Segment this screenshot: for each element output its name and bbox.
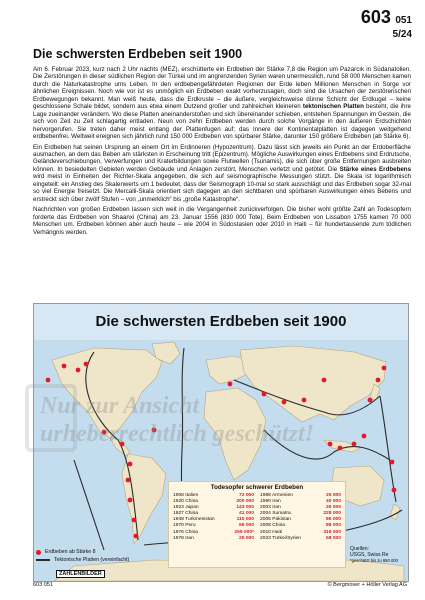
victims-year: 2003 bbox=[260, 505, 271, 511]
asia-shape bbox=[240, 346, 386, 422]
quake-marker bbox=[376, 378, 381, 383]
victims-row bbox=[173, 536, 254, 542]
quake-marker bbox=[392, 488, 397, 493]
victims-count: 200 000 bbox=[236, 499, 254, 505]
doc-number-suffix: 051 bbox=[395, 15, 412, 26]
map-sources bbox=[350, 546, 398, 564]
doc-number-sub: 5/24 bbox=[392, 29, 412, 40]
victims-year: 2008 bbox=[260, 523, 271, 529]
quake-marker bbox=[328, 442, 333, 447]
victims-count: 66 000 bbox=[239, 523, 254, 529]
victims-year: 2023 bbox=[260, 535, 271, 541]
sources-label: Quellen: bbox=[350, 546, 369, 552]
legend-row-quakes bbox=[36, 548, 129, 556]
quake-marker bbox=[128, 498, 133, 503]
legend-plates-label: Tektonische Platten (vereinfacht) bbox=[54, 557, 130, 563]
page-title: Die schwersten Erdbeben seit 1900 bbox=[33, 47, 243, 61]
victims-count: 25 000 bbox=[326, 493, 341, 498]
legend-quakes-label: Erdbeben ab Stärke 8 bbox=[45, 549, 96, 555]
quake-marker bbox=[76, 368, 81, 373]
victims-count: 88 000 bbox=[326, 523, 341, 529]
victims-place: China bbox=[185, 499, 199, 505]
victims-year: 1920 bbox=[173, 499, 184, 505]
victims-year: 1923 bbox=[173, 505, 184, 511]
quake-marker bbox=[302, 398, 307, 403]
victims-table-title: Todesopfer schwerer Erdbeben bbox=[210, 484, 304, 491]
victims-year-place bbox=[173, 536, 194, 542]
victims-count: 86 000 bbox=[326, 517, 341, 523]
quake-marker bbox=[128, 462, 133, 467]
victims-count: 58 000 bbox=[326, 535, 341, 541]
victims-year: 1976 bbox=[173, 529, 184, 535]
victims-column-right bbox=[260, 493, 341, 542]
victims-count: 41 000 bbox=[239, 511, 254, 517]
victims-place: China bbox=[185, 529, 199, 535]
article-body bbox=[33, 66, 411, 239]
victims-place: Sumatra bbox=[272, 511, 291, 517]
quake-marker bbox=[228, 382, 233, 387]
victims-year: 1908 bbox=[173, 493, 184, 498]
victims-place: China bbox=[185, 511, 199, 517]
quake-marker bbox=[132, 518, 137, 523]
brand-label: ZAHLENBILDER bbox=[56, 570, 105, 578]
central-america-shape bbox=[110, 438, 130, 456]
victims-count: 255 000* bbox=[234, 529, 254, 535]
africa-shape bbox=[204, 388, 266, 480]
quake-marker bbox=[282, 400, 287, 405]
sources-text: USGS, Swiss Re bbox=[350, 552, 389, 558]
victims-place: Iran bbox=[272, 505, 281, 511]
quake-marker bbox=[134, 534, 139, 539]
watermark-line-1: Nur zur Ansicht bbox=[40, 393, 200, 419]
victims-count: 72 000 bbox=[239, 493, 254, 498]
legend-quake-dot bbox=[36, 550, 41, 555]
victims-year: 1990 bbox=[260, 499, 271, 505]
victims-row bbox=[260, 536, 341, 542]
victims-year: 1970 bbox=[173, 523, 184, 529]
victims-count: 316 000 bbox=[323, 529, 341, 535]
victims-place: Iran bbox=[185, 535, 194, 541]
map-title: Die schwersten Erdbeben seit 1900 bbox=[95, 313, 347, 330]
victims-count: 228 000 bbox=[323, 511, 341, 517]
victims-place: Peru bbox=[185, 523, 196, 529]
paragraph-1: Am 6. Februar 2023, kurz nach 2 Uhr nachts (MEZ), erschütterte ein Erdbeben der Stärke 7,8 die Region um Pazarcık in Südanatolien. Die Zerstörungen in dieser südlichen Region der Türkei und im angrenzenden Syrien waren unermesslich, rund 58 000 Menschen kamen durch die Naturkatastrophe ums Leben. In den erdbebengefährdeten Regionen der Erde leben Millionen Menschen in Sorge vor ähnlichen Ereignissen. Noch wie vor ist es unmöglich ein Erdbeben exakt vorherzusagen, doch sind die Ursachen der zerstörerischen Erdbewegungen bekannt. Man weiß heute, dass die Erdkruste – die äußere, vergleichsweise dünne Schicht der Erdkugel – keine geschlossene Schale bildet, sondern aus etwa einem Dutzend großer und zahlreichen kleineren tektonischen Platten besteht, die ihre Lage zueinander verändern. Wo diese Platten aneinanderstoßen und sich übereinander schieben, entstehen Spannungen im Gestein, die sich von Zeit zu Zeit schlagartig entladen. Neun von zehn Erdbeben werden durch solche Vorgänge in den äußeren Erdschichten hervorgerufen. Sie treten daher meist entlang der Plattenfugen auf; das Innere der Kontinentalplatten ist dagegen weitgehend erdbebenfrei. Weltweit ereignen sich jährlich rund 150 000 Erdbeben von spürbarer Stärke, darunter 150 größere Erdbeben (ab Stärke 6). bbox=[33, 66, 411, 141]
victims-year: 1948 bbox=[173, 517, 184, 523]
quake-marker bbox=[152, 428, 157, 433]
quake-marker bbox=[362, 434, 367, 439]
footer-doc-id: 603 051 bbox=[33, 582, 53, 588]
victims-place: Iran bbox=[272, 499, 281, 505]
quake-marker bbox=[126, 478, 131, 483]
legend-row-plates bbox=[36, 556, 129, 564]
map-legend bbox=[36, 548, 129, 564]
quake-marker bbox=[368, 398, 373, 403]
paragraph-2: Ein Erdbeben hat seinen Ursprung an einem Ort im Erdinneren (Hypozentrum). Dazu lässt sich jeweils ein Punkt an der Erdoberfläche ausmachen, an dem das Beben am stärksten in Erscheinung tritt (Epizentrum). Mögliche Auswirkungen eines Erdbebens sind Erdrutsche, Geländeverschiebungen, Verwerfungen und Kraterbildungen sowie Flutwellen (Tsunamis), die sich über große Entfernungen ausbreiten können. In besiedelten Gebieten werden Gebäude und Anlagen zerstört, Menschen verletzt und getötet. Die Stärke eines Erdbebens wird meist in Einheiten der Richter-Skala angegeben, die sich auf seismographische Messungen stützt. Die Skala ist logarithmisch eingeteilt: ein Anstieg des Skalenwerts um 1 bedeutet, dass der Seismograph 10-mal so stark ausschlägt und das Erdbeben sogar 32-mal so viel Energie freisetzt. Die Mercalli-Skala orientiert sich dagegen an den sichtbaren und spürbaren Auswirkungen eines Bebens und erstreckt sich über zwölf Stufen – von „unmerklich“ bis „große Katastrophe“. bbox=[33, 143, 412, 203]
victims-count: 26 000 bbox=[326, 505, 341, 511]
quake-marker bbox=[62, 364, 67, 369]
victims-place: Haiti bbox=[272, 529, 283, 535]
victims-place: Armenien bbox=[271, 493, 293, 498]
victims-year: 1927 bbox=[173, 511, 184, 517]
plate-boundary-east-pacific bbox=[74, 460, 104, 550]
victims-place: Pakistan bbox=[272, 517, 292, 523]
victims-year: 2010 bbox=[260, 529, 271, 535]
quake-marker bbox=[120, 442, 125, 447]
quake-marker bbox=[382, 366, 387, 371]
victims-place: Japan bbox=[185, 505, 199, 511]
quake-marker bbox=[322, 378, 327, 383]
quake-marker bbox=[102, 430, 107, 435]
paragraph-3: Nachrichten von großen Erdbeben lassen sich weit in die Vergangenheit zurückverfolgen. Die bisher wohl größte Zahl an Todesopfern forderte das Erdbeben von Shaanxi (China) am 23. Januar 1556 (830 000 Tote). Beim Erdbeben von Lissabon 1755 kamen 70 000 Menschen um. Erdbeben können aber auch heute – wie 2004 in Südostasien oder 2010 in Haiti – für hundertausende zum tödlichen Verhängnis werden. bbox=[33, 206, 411, 236]
quake-marker bbox=[352, 442, 357, 447]
victims-year: 2005 bbox=[260, 517, 271, 523]
victims-count: 143 000 bbox=[236, 505, 254, 511]
victims-table bbox=[168, 481, 346, 568]
watermark-logo bbox=[25, 384, 77, 452]
victims-year-place bbox=[260, 536, 301, 542]
quake-marker bbox=[390, 460, 395, 465]
document-number bbox=[361, 8, 412, 40]
quake-marker bbox=[84, 362, 89, 367]
victims-place: Turkmenistan bbox=[185, 517, 215, 523]
doc-number-main: 603 bbox=[360, 7, 391, 27]
plate-boundary-indian bbox=[264, 430, 390, 460]
victims-count: 40 000 bbox=[326, 499, 341, 505]
quake-marker bbox=[46, 378, 51, 383]
victims-count: 25 000 bbox=[239, 535, 254, 541]
quake-marker bbox=[338, 446, 343, 451]
footer-copyright: © Bergmoser + Höller Verlag AG bbox=[327, 582, 407, 588]
victims-place: Türkei/Syrien bbox=[272, 535, 301, 541]
victims-place: Italien bbox=[185, 493, 199, 498]
victims-year: 1988 bbox=[260, 493, 271, 498]
watermark-line-2: urheberrechtlich geschützt! bbox=[40, 421, 315, 447]
victims-year: 2004 bbox=[260, 511, 271, 517]
victims-place: China bbox=[272, 523, 286, 529]
victims-column-left bbox=[173, 493, 254, 542]
quake-marker bbox=[262, 392, 267, 397]
victims-year: 1978 bbox=[173, 535, 184, 541]
sources-footnote: *geschätzt bis zu 650 000 bbox=[350, 558, 398, 563]
victims-count: 110 000 bbox=[236, 517, 254, 523]
legend-plate-line bbox=[36, 559, 50, 561]
